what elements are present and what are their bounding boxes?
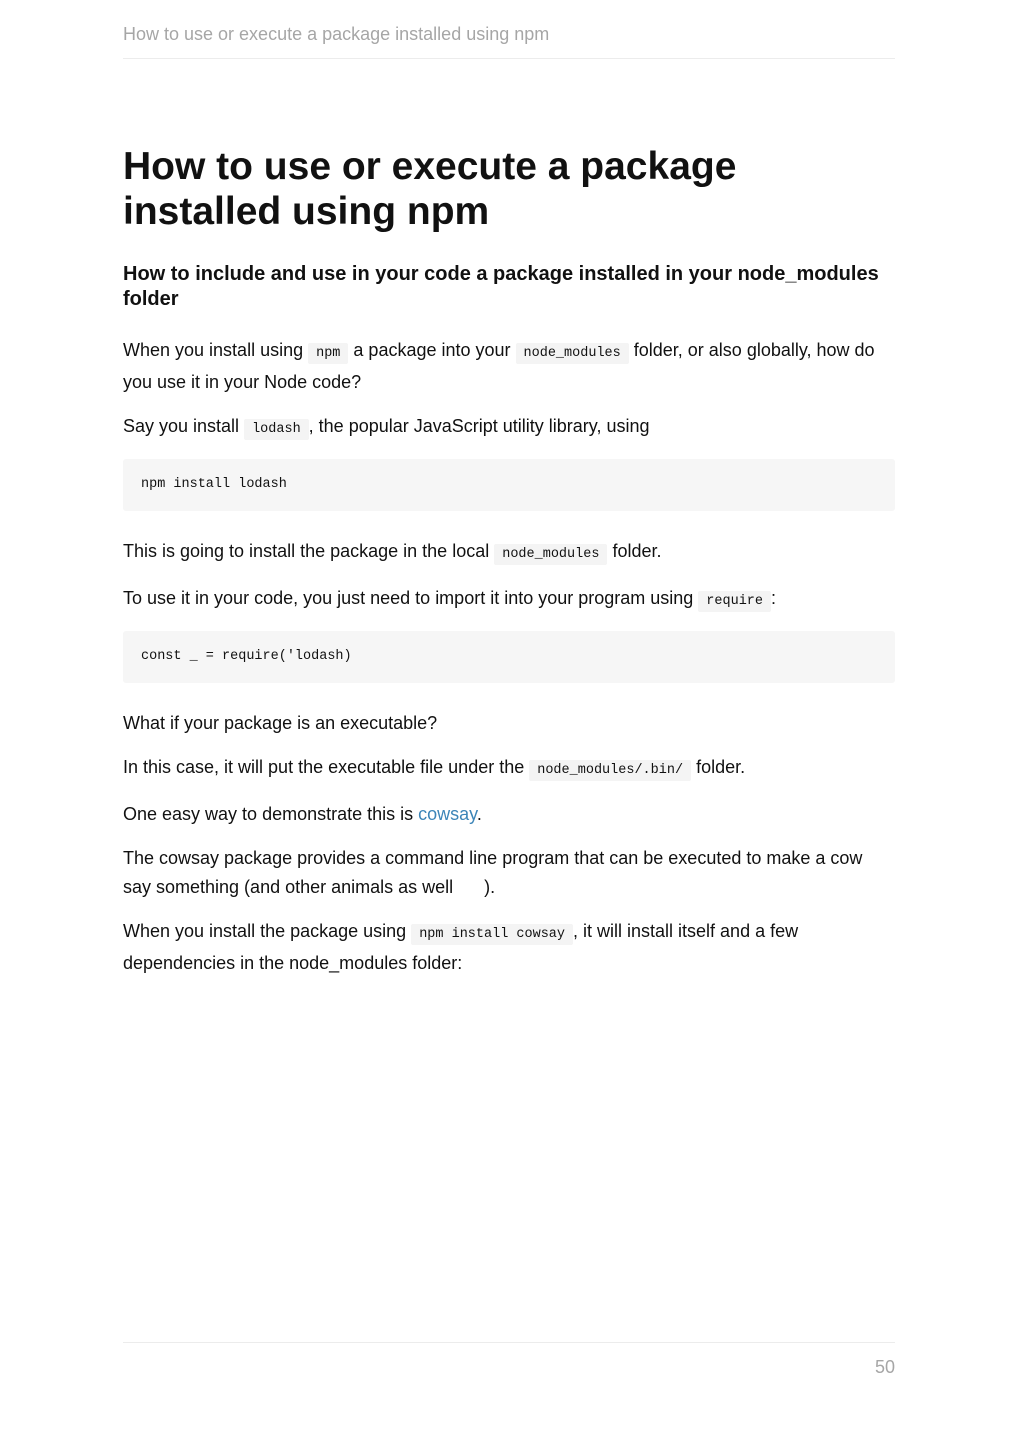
inline-code-npm-install-cowsay: npm install cowsay — [411, 924, 573, 945]
cowsay-link[interactable]: cowsay — [418, 804, 477, 824]
paragraph-local-install: This is going to install the package in the local node_modules folder. — [123, 537, 895, 569]
code-block-npm-install-lodash: npm install lodash — [123, 459, 895, 511]
code-block-require-lodash: const _ = require('lodash) — [123, 631, 895, 683]
inline-code-require: require — [698, 591, 771, 612]
inline-code-node-modules-2: node_modules — [494, 544, 607, 565]
paragraph-install-intro: When you install using npm a package into your node_modules folder, or also globally, how do you use it in your Node code? — [123, 340, 875, 392]
paragraph-cowsay-demo: One easy way to demonstrate this is cowsay. — [123, 804, 482, 824]
article — [123, 144, 895, 993]
paragraph-cowsay-install: When you install the package using npm install cowsay , it will install itself and a few dependencies in the node_modules folder: — [123, 921, 799, 973]
paragraph-lodash: Say you install lodash , the popular JavaScript utility library, using — [123, 412, 895, 444]
paragraph-bin-folder: In this case, it will put the executable file under the node_modules/.bin/ folder. — [123, 753, 895, 785]
running-header: How to use or execute a package installed using npm — [123, 24, 895, 59]
paragraph-cowsay-description: The cowsay package provides a command line program that can be executed to make a cow say something (and other animals as well ). — [123, 848, 863, 897]
section-heading: How to include and use in your code a package installed in your node_modules folder — [123, 263, 879, 310]
inline-code-lodash: lodash — [244, 419, 309, 440]
paragraph-require: To use it in your code, you just need to import it into your program using require : — [123, 584, 895, 616]
page-title: How to use or execute a package installed using npm — [123, 145, 737, 233]
page-number: 50 — [874, 1357, 895, 1377]
inline-code-npm: npm — [308, 343, 348, 364]
paragraph-executable-question: What if your package is an executable? — [123, 713, 438, 733]
inline-code-bin-folder: node_modules/.bin/ — [529, 760, 691, 781]
page-footer — [123, 1342, 895, 1378]
inline-code-node-modules: node_modules — [516, 343, 629, 364]
